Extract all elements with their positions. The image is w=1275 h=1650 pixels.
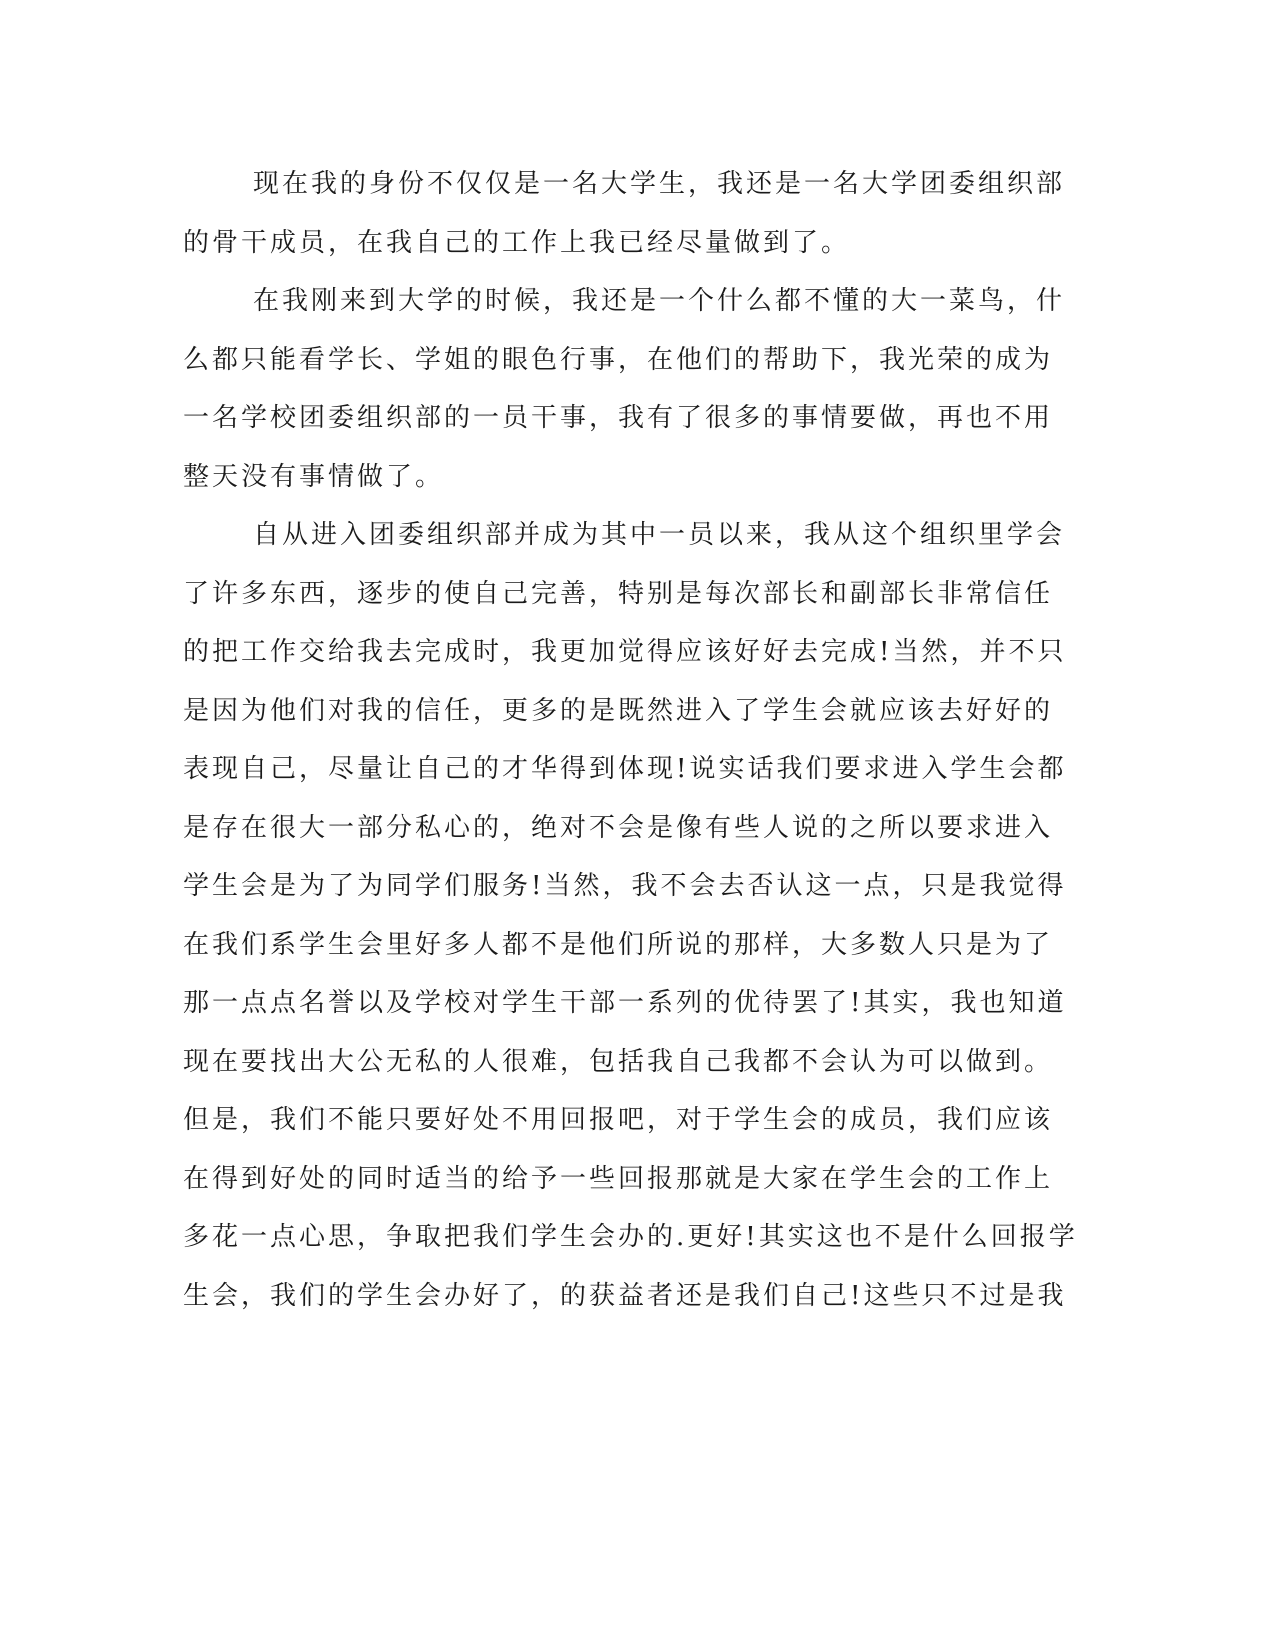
text-line: 了许多东西，逐步的使自己完善，特别是每次部长和副部长非常信任	[183, 578, 1054, 609]
text-line: 自从进入团委组织部并成为其中一员以来，我从这个组织里学会	[253, 520, 1066, 550]
paragraph-2	[183, 272, 1066, 506]
paragraph-1	[183, 155, 1066, 272]
text-line: 学生会是为了为同学们服务!当然，我不会去否认这一点，只是我觉得	[183, 871, 1067, 901]
text-line: 那一点点名誉以及学校对学生干部一系列的优待罢了!其实，我也知道	[183, 988, 1067, 1018]
document-body	[183, 155, 1078, 1325]
text-line: 的把工作交给我去完成时，我更加觉得应该好好去完成!当然，并不只	[183, 637, 1067, 667]
text-line: 是存在很大一部分私心的，绝对不会是像有些人说的之所以要求进入	[183, 812, 1054, 843]
text-line: 是因为他们对我的信任，更多的是既然进入了学生会就应该去好好的	[183, 695, 1054, 726]
text-line: 在得到好处的同时适当的给予一些回报那就是大家在学生会的工作上	[183, 1163, 1054, 1194]
text-line: 现在我的身份不仅仅是一名大学生，我还是一名大学团委组织部	[253, 169, 1066, 199]
text-line: 多花一点心思，争取把我们学生会办的.更好!其实这也不是什么回报学	[183, 1222, 1078, 1252]
text-line: 生会，我们的学生会办好了，的获益者还是我们自己!这些只不过是我	[183, 1280, 1067, 1311]
text-line: 表现自己，尽量让自己的才华得到体现!说实话我们要求进入学生会都	[183, 754, 1067, 784]
text-line: 但是，我们不能只要好处不用回报吧，对于学生会的成员，我们应该	[183, 1105, 1054, 1135]
paragraph-3	[183, 506, 1078, 1325]
text-line: 在我们系学生会里好多人都不是他们所说的那样，大多数人只是为了	[183, 929, 1054, 960]
text-line: 在我刚来到大学的时候，我还是一个什么都不懂的大一菜鸟，什	[253, 286, 1066, 316]
text-line: 么都只能看学长、学姐的眼色行事，在他们的帮助下，我光荣的成为	[183, 344, 1054, 375]
text-line: 一名学校团委组织部的一员干事，我有了很多的事情要做，再也不用	[183, 403, 1054, 433]
text-line: 现在要找出大公无私的人很难，包括我自己我都不会认为可以做到。	[183, 1046, 1054, 1077]
text-line: 整天没有事情做了。	[183, 461, 445, 492]
text-line: 的骨干成员，在我自己的工作上我已经尽量做到了。	[183, 227, 851, 258]
